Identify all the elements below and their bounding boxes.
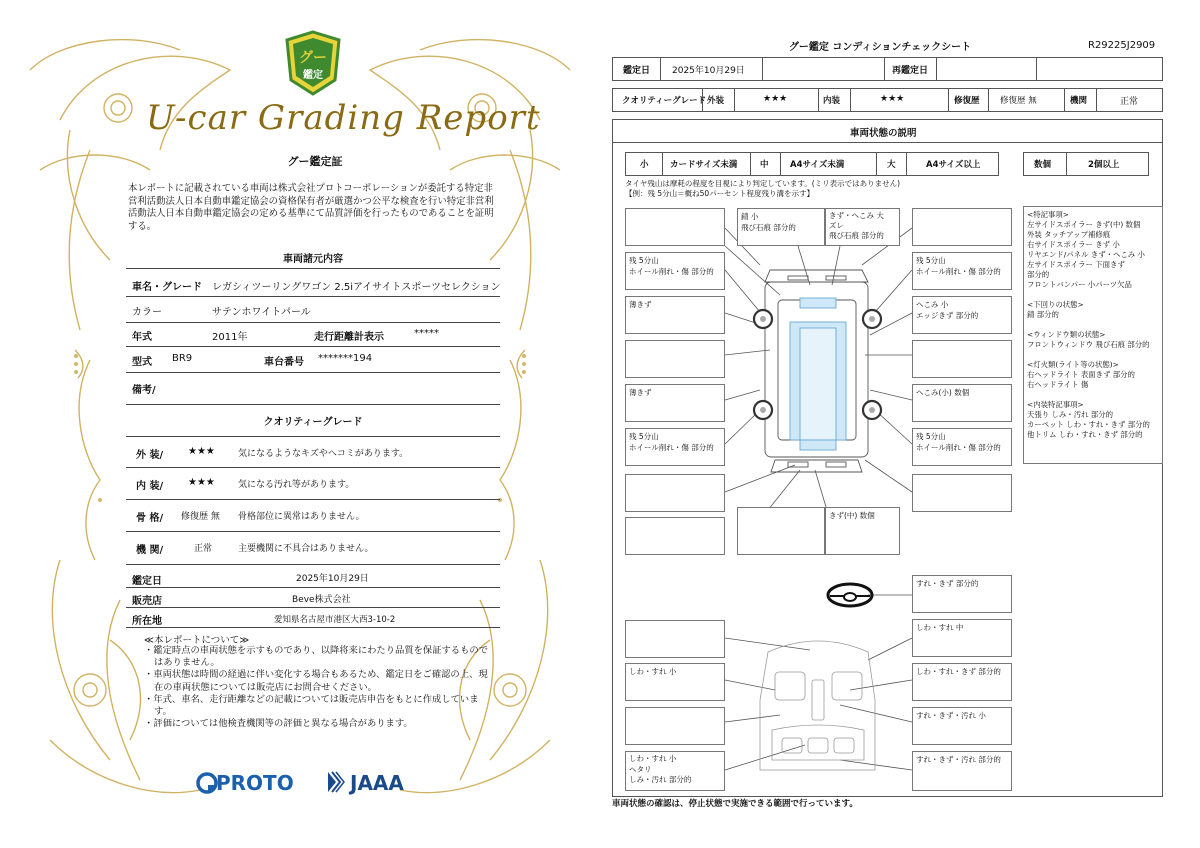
size-mid: 中: [760, 160, 769, 170]
proto-logo: PROTO: [216, 771, 294, 795]
sheet-engine-label: 機関: [1070, 96, 1088, 106]
condition-interior-l2: しわ・すれ 小 ヘタリ しみ・汚れ 部分的: [625, 751, 725, 791]
sheet-engine-value: 正常: [1120, 97, 1139, 107]
condition-right-rear-tire: 残 5分山 ホイール削れ・傷 部分的: [912, 428, 1012, 466]
condition-interior-r3: すれ・きず・汚れ 小: [912, 707, 1012, 745]
note-line: 外装 タッチアップ補修痕: [1027, 230, 1111, 239]
quality-engine-label: 機 関/: [136, 545, 164, 556]
footer-dealer-label: 販売店: [132, 596, 162, 607]
quality-ext-label: 外 装/: [136, 450, 164, 461]
spec-chassis-value: *******194: [318, 353, 373, 364]
note-item: ・評価については他検査機関等の評価と異なる場合があります。: [144, 718, 413, 730]
note-line: リヤエンド/パネル きず・へこみ 小: [1027, 250, 1145, 259]
sheet-date-label: 鑑定日: [623, 66, 651, 76]
note-line: 他トリム しわ・すれ・きず 部分的: [1027, 430, 1143, 439]
sheet-reinspect-label: 再鑑定日: [892, 66, 929, 76]
condition-interior-l1: しわ・すれ 小: [625, 663, 725, 701]
spec-year-label: 年式: [132, 332, 152, 343]
quality-ext-note: 気になるようなキズやヘコミがあります。: [238, 449, 409, 459]
note-line: フロントバンパー 小パーツ欠品: [1027, 280, 1132, 289]
footer-address-label: 所在地: [132, 616, 162, 627]
certificate-title: グー鑑定証: [287, 155, 343, 168]
condition-interior-r2: しわ・すれ・きず 部分的: [912, 663, 1012, 701]
condition-box: [912, 340, 1012, 378]
size-mid-desc: A4サイズ未満: [790, 160, 845, 170]
script-title: U-car Grading Report: [146, 98, 541, 138]
condition-left-rear-tire: 残 5分山 ホイール削れ・傷 部分的: [625, 428, 725, 466]
note-line: 右サイドスポイラー きず 小: [1027, 240, 1120, 249]
condition-rear-panel: きず(中) 数個: [825, 507, 900, 555]
note-line: [1027, 320, 1159, 330]
note-line: 左サイドスポイラー 下面きず: [1027, 260, 1125, 269]
condition-front-right-panel: きず・へこみ 大 ズレ 飛び石痕 部分的: [825, 208, 900, 246]
spec-color-value: サテンホワイトパール: [212, 307, 311, 318]
spec-header: 車両諸元内容: [283, 254, 343, 265]
spec-year-value: 2011年: [212, 332, 248, 343]
footer-address-value: 愛知県名古屋市港区大西3-10-2: [274, 615, 396, 625]
condition-box: [625, 340, 725, 378]
note-line: 天張り しみ・汚れ 部分的: [1027, 410, 1113, 419]
spec-model-label: 型式: [132, 357, 152, 368]
note-line: フロントウィンドウ 飛び石痕 部分的: [1027, 340, 1150, 349]
sheet-ext-label: 外装: [707, 96, 725, 106]
spec-color-label: カラー: [132, 307, 162, 318]
sheet-qg-label: クオリティーグレード: [622, 96, 707, 106]
quality-engine-value: 正常: [194, 544, 213, 554]
condition-steering: すれ・きず 部分的: [912, 575, 1012, 613]
note-line: 右ヘッドライト 傷: [1027, 380, 1089, 389]
quality-ext-stars: ★★★: [188, 446, 215, 457]
note-line: <下回りの状態>: [1027, 300, 1084, 309]
sheet-int-stars: ★★★: [880, 94, 905, 104]
count-desc: 2個以上: [1088, 160, 1120, 170]
count-label: 数個: [1034, 160, 1052, 170]
note-line: 左サイドスポイラー きず(中) 数個: [1027, 220, 1141, 229]
steering-wheel-icon: [828, 584, 872, 606]
note-line: [1027, 290, 1159, 300]
note-line: 右ヘッドライト 表面きず 部分的: [1027, 370, 1135, 379]
note-line: 部分的: [1027, 270, 1050, 279]
quality-engine-note: 主要機関に不具合はありません。: [238, 544, 374, 554]
quality-int-stars: ★★★: [188, 477, 215, 488]
condition-interior-r1: しわ・すれ 中: [912, 619, 1012, 657]
jaaa-logo: JAAA: [350, 771, 404, 795]
condition-left-front-tire: 残 5分山 ホイール削れ・傷 部分的: [625, 252, 725, 290]
notes-header: ≪本レポートについて≫: [144, 635, 250, 646]
size-large: 大: [887, 160, 896, 170]
condition-box: [625, 474, 725, 512]
condition-box: [912, 208, 1012, 246]
certificate-intro: 本レポートに記載されている車両は株式会社プロトコーポレーションが委託する特定非営利活動法人日本自動車鑑定協会の資格保有者が厳選かつ公平な検査を行い特定非営利活動法人日本自動車鑑定協会の定める基準にて品質評価を行ったものであることを証明する。: [128, 183, 494, 232]
quality-header: クオリティーグレード: [263, 417, 363, 428]
notes-list: [140, 645, 490, 730]
sheet-title: グー鑑定 コンディションチェックシート: [788, 42, 972, 53]
condition-box: [625, 517, 725, 555]
condition-interior-r4: すれ・きず・汚れ 部分的: [912, 751, 1012, 791]
quality-frame-label: 骨 格/: [136, 513, 164, 524]
spec-name-label: 車名・グレード: [132, 282, 202, 293]
footer-date-label: 鑑定日: [132, 576, 162, 587]
spec-model-value: BR9: [172, 353, 193, 364]
footer-dealer-value: Beve株式会社: [292, 595, 351, 605]
proto-logo-icon: [196, 772, 218, 794]
note-line: <ウィンドウ類の状態>: [1027, 330, 1106, 339]
spec-remarks-label: 備考/: [132, 385, 156, 396]
sheet-repair-value: 修復歴 無: [1000, 96, 1037, 106]
size-large-desc: A4サイズ以上: [926, 160, 981, 170]
quality-int-note: 気になる汚れ等があります。: [238, 480, 355, 490]
quality-int-label: 内 装/: [136, 481, 164, 492]
note-line: <内装特記事項>: [1027, 400, 1084, 409]
goo-kantei-badge: [283, 30, 343, 96]
quality-frame-note: 骨格部位に異常はありません。: [238, 512, 365, 522]
note-line: <特記事項>: [1027, 210, 1069, 219]
note-line: [1027, 350, 1159, 360]
note-line: <灯火類(ライト等の状態)>: [1027, 360, 1119, 369]
badge-text-bottom: 鑑定: [303, 70, 323, 81]
size-small-desc: カードサイズ未満: [670, 160, 738, 170]
jaaa-logo-icon: [326, 770, 346, 794]
condition-box: [625, 208, 725, 246]
sheet-footer: 車両状態の確認は、停止状態で実施できる範囲で行っています。: [612, 799, 858, 809]
badge-text-top: グー: [299, 50, 327, 66]
tire-legend-2: 【例：残 5分山＝概ね50パーセント程度残り溝を示す】: [625, 189, 815, 198]
note-item: ・車両状態は時間の経過に伴い変化する場合もあるため、鑑定日をご確認の上、現在の車両状態については販売店にお問合せください。: [144, 669, 488, 693]
sheet-repair-label: 修復歴: [954, 96, 980, 106]
note-line: [1027, 390, 1159, 400]
sheet-ext-stars: ★★★: [763, 94, 788, 104]
sheet-int-label: 内装: [823, 96, 841, 106]
explanation-header: 車両状態の説明: [850, 128, 917, 139]
note-item: ・年式、車名、走行距離などの記載については販売店申告をもとに作成しています。: [144, 693, 479, 718]
condition-right-front-tire: 残 5分山 ホイール削れ・傷 部分的: [912, 252, 1012, 290]
spec-odo-label: 走行距離計表示: [314, 332, 384, 343]
condition-box: [912, 474, 1012, 512]
condition-right-rear-door: へこみ(小) 数個: [912, 384, 1012, 422]
note-item: ・鑑定時点の車両状態を示すものであり、以降将来にわたり品質を保証するものではありません。: [144, 645, 488, 669]
condition-check-sheet: [600, 0, 1200, 848]
footer-date-value: 2025年10月29日: [296, 574, 369, 584]
spec-odo-value: *****: [414, 328, 439, 339]
condition-box: [625, 620, 725, 658]
quality-frame-value: 修復歴 無: [181, 512, 220, 522]
condition-box: [737, 507, 825, 555]
size-small: 小: [640, 160, 649, 170]
spec-chassis-label: 車台番号: [264, 357, 304, 368]
condition-left-front-door: 薄きず: [625, 296, 725, 334]
sheet-date-value: 2025年10月29日: [672, 66, 745, 76]
tire-legend-1: タイヤ残山は摩耗の程度を目視により判定しています。(ミリ表示ではありません): [625, 179, 901, 188]
report-id: R29225J2909: [1088, 40, 1156, 51]
condition-box: [625, 707, 725, 745]
condition-left-rear-door: 薄きず: [625, 384, 725, 422]
note-line: カーペット しわ・すれ・きず 部分的: [1027, 420, 1150, 429]
special-notes: [1023, 206, 1163, 464]
condition-front-left-panel: 錆 小 飛び石痕 部分的: [737, 208, 825, 246]
note-line: 錆 部分的: [1027, 310, 1059, 319]
spec-name-value: レガシィツーリングワゴン 2.5iアイサイトスポーツセレクション: [212, 282, 501, 293]
condition-right-front-door: へこみ 小 エッジきず 部分的: [912, 296, 1012, 334]
